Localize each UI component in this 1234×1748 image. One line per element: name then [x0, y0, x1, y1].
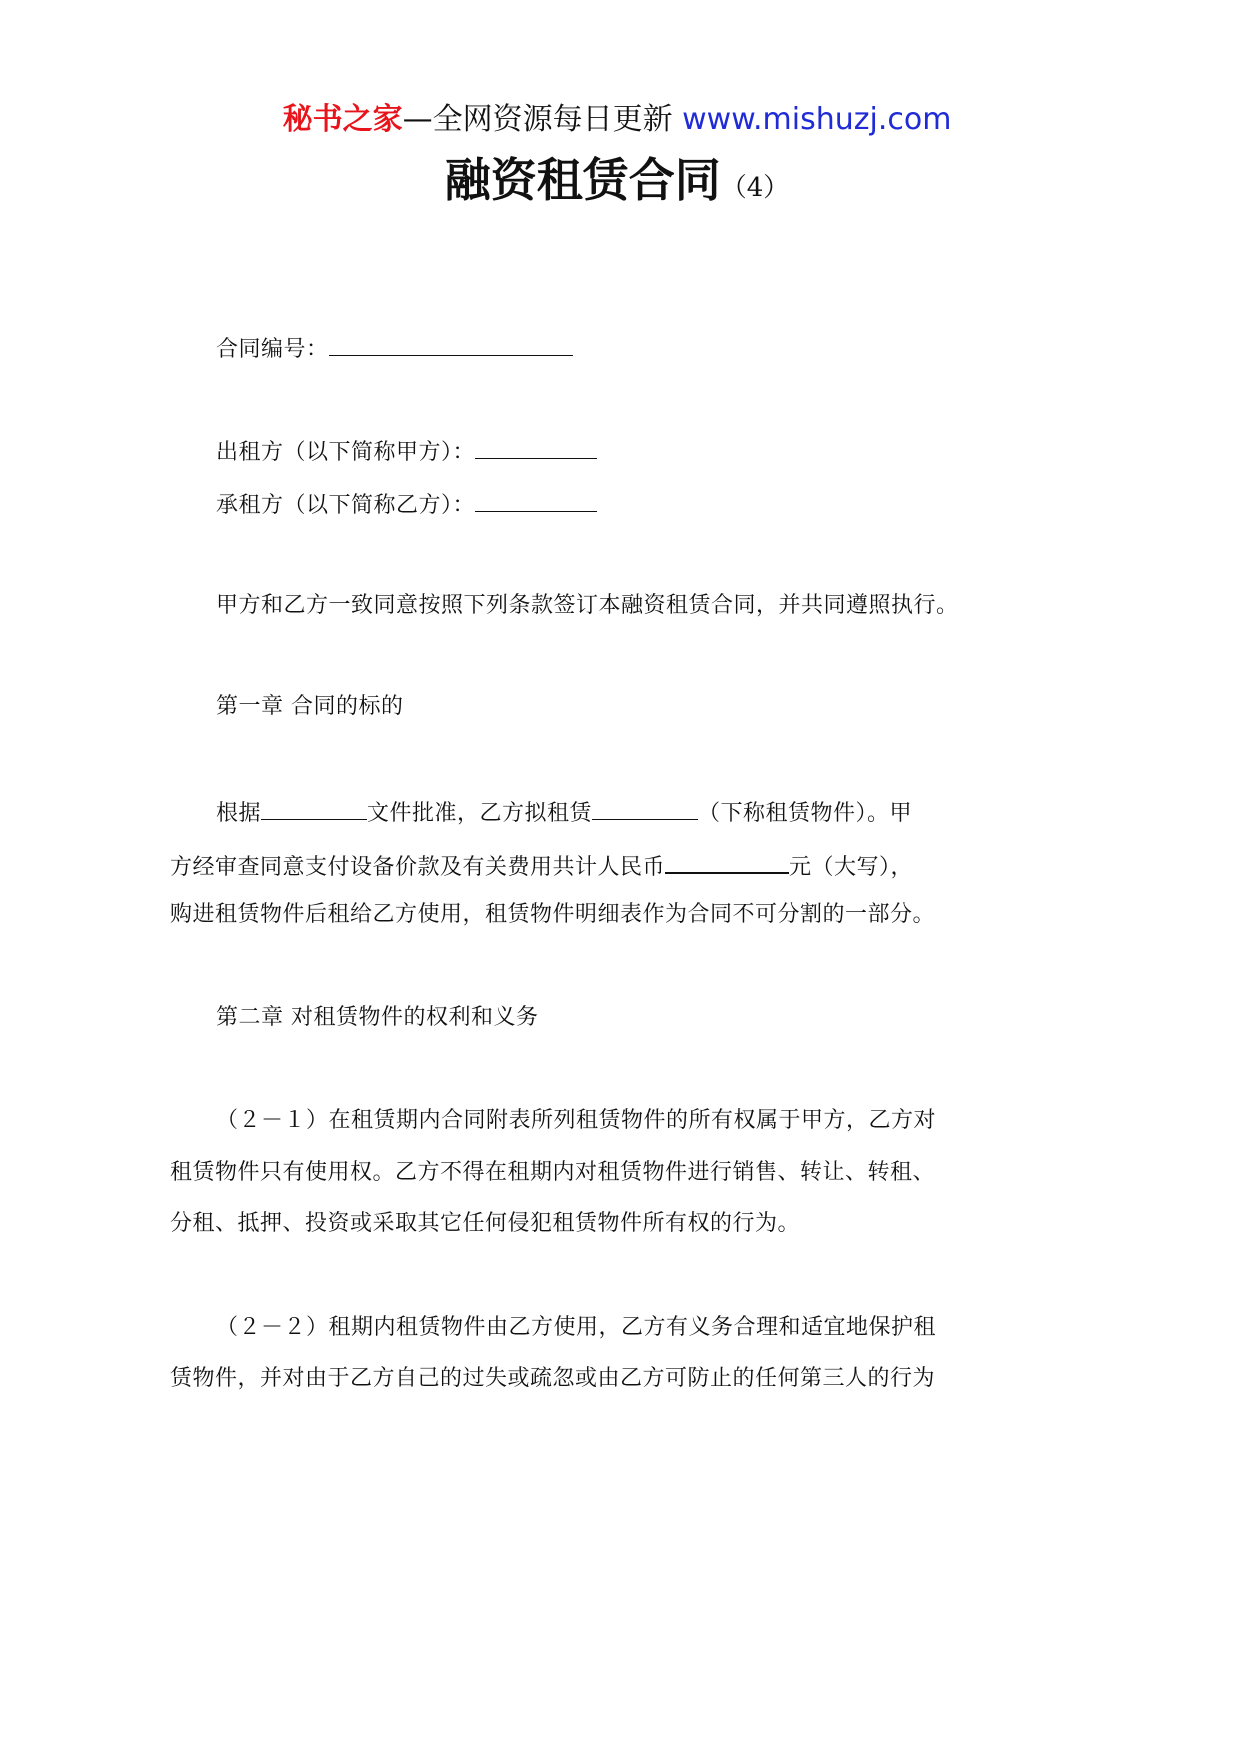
chapter-one-line-1 — [216, 795, 912, 829]
leased-item-blank — [592, 795, 698, 820]
lessee-label: 承租方（以下简称乙方）： — [216, 493, 476, 518]
chapter-one-heading: 第一章 合同的标的 — [216, 694, 404, 719]
lessor-field — [216, 434, 597, 468]
site-url-link[interactable]: www.mishuzj.com — [682, 102, 952, 137]
intro-paragraph: 甲方和乙方一致同意按照下列条款签订本融资租赁合同，并共同遵照执行。 — [216, 593, 959, 618]
page-title — [0, 152, 1234, 208]
approval-document-blank — [261, 795, 367, 820]
chapter-one-line-3: 购进租赁物件后租给乙方使用，租赁物件明细表作为合同不可分割的一部分。 — [170, 902, 936, 927]
ch1-text-e: 元（大写）， — [789, 855, 914, 880]
contract-number-label: 合同编号： — [216, 337, 329, 362]
contract-number-blank — [329, 331, 573, 356]
chapter-two-heading: 第二章 对租赁物件的权利和义务 — [216, 1005, 539, 1030]
ch1-text-d: 方经审查同意支付设备价款及有关费用共计人民币 — [170, 855, 666, 880]
clause-2-2-line-1: （２－２）租期内租赁物件由乙方使用，乙方有义务合理和适宜地保护租 — [216, 1315, 937, 1340]
clause-2-1-line-1: （２－１）在租赁期内合同附表所列租赁物件的所有权属于甲方，乙方对 — [216, 1108, 937, 1133]
title-suffix: （4） — [720, 173, 790, 203]
clause-2-2-line-2: 赁物件，并对由于乙方自己的过失或疏忽或由乙方可防止的任何第三人的行为 — [170, 1366, 936, 1391]
ch1-text-b: 文件批准，乙方拟租赁 — [367, 801, 593, 826]
header-slogan: —全网资源每日更新 — [402, 102, 683, 137]
brand-name: 秘书之家 — [282, 102, 403, 137]
title-main: 融资租赁合同 — [444, 153, 721, 207]
clause-2-1-line-2: 租赁物件只有使用权。乙方不得在租期内对租赁物件进行销售、转让、转租、 — [170, 1160, 936, 1185]
clause-2-1-line-3: 分租、抵押、投资或采取其它任何侵犯租赁物件所有权的行为。 — [170, 1211, 801, 1236]
lessee-field — [216, 487, 597, 521]
lessor-label: 出租方（以下简称甲方）： — [216, 440, 476, 465]
ch1-text-a: 根据 — [216, 801, 262, 826]
site-header — [0, 100, 1234, 140]
ch1-text-c: （下称租赁物件）。甲 — [698, 801, 913, 826]
chapter-one-line-2 — [170, 848, 913, 883]
amount-blank — [665, 848, 789, 874]
contract-number-field — [216, 331, 573, 365]
lessee-blank — [475, 487, 597, 512]
lessor-blank — [475, 434, 597, 459]
